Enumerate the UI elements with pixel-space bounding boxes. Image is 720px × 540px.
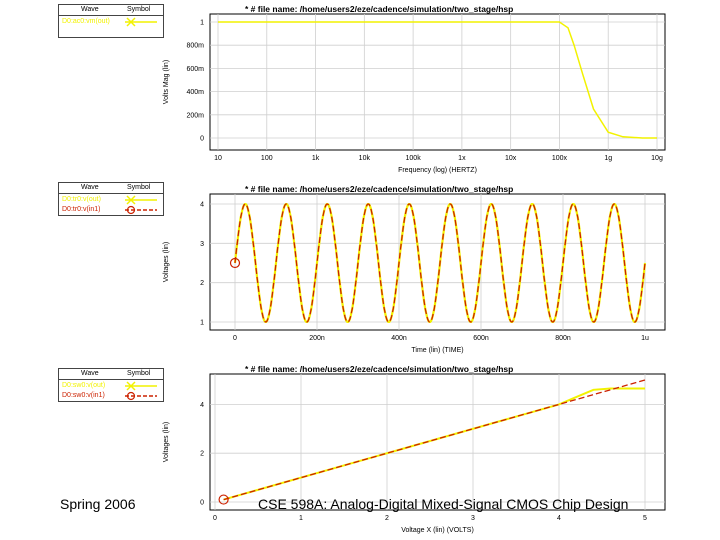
plot-frame bbox=[210, 194, 665, 330]
y-tick-label: 2 bbox=[200, 280, 204, 288]
y-tick-label: 400m bbox=[186, 89, 204, 97]
x-tick-label: 4 bbox=[557, 515, 561, 522]
x-tick-label: 10g bbox=[651, 155, 663, 162]
y-tick-label: 0 bbox=[200, 499, 204, 507]
legend-wave-label: D0:tr0:v(in1) bbox=[62, 206, 101, 213]
y-tick-label: 2 bbox=[200, 450, 204, 458]
legend-wave-label: D0:tr0:v(out) bbox=[62, 196, 101, 203]
x-tick-label: 0 bbox=[233, 335, 237, 342]
dc-sweep-chart bbox=[0, 360, 720, 540]
x-tick-label: 2 bbox=[385, 515, 389, 522]
x-tick-label: 3 bbox=[471, 515, 475, 522]
x-tick-label: 600n bbox=[473, 335, 489, 342]
y-tick-label: 1 bbox=[200, 19, 204, 27]
x-tick-label: 400n bbox=[391, 335, 407, 342]
y-axis-label: Voltages (lin) bbox=[163, 241, 170, 283]
y-tick-label: 3 bbox=[200, 240, 204, 248]
y-tick-label: 600m bbox=[186, 65, 204, 73]
x-tick-label: 10 bbox=[214, 155, 222, 162]
legend-symbol-header: Symbol bbox=[127, 370, 151, 377]
x-tick-label: 1x bbox=[458, 155, 466, 162]
transient-chart bbox=[0, 180, 720, 360]
x-tick-label: 100x bbox=[551, 155, 568, 162]
panel-title-ac: * # file name: /home/users2/eze/cadence/simulation/two_stage/hsp bbox=[245, 4, 514, 14]
y-tick-label: 4 bbox=[200, 201, 204, 209]
y-tick-label: 4 bbox=[200, 401, 204, 409]
plot-frame bbox=[210, 374, 665, 510]
legend-wave-label: D0:sw0:v(out) bbox=[62, 382, 106, 389]
y-tick-label: 200m bbox=[186, 112, 204, 120]
x-tick-label: 1 bbox=[299, 515, 303, 522]
panel-title-transient: * # file name: /home/users2/eze/cadence/simulation/two_stage/hsp bbox=[245, 184, 514, 194]
y-tick-label: 1 bbox=[200, 319, 204, 327]
x-axis-label: Voltage X (lin) (VOLTS) bbox=[401, 527, 474, 534]
x-axis-label: Frequency (log) (HERTZ) bbox=[398, 167, 477, 174]
y-axis-label: Voltages (lin) bbox=[163, 421, 170, 463]
legend-wave-label: D0:ac0:vm(out) bbox=[62, 18, 110, 25]
x-tick-label: 10k bbox=[358, 155, 370, 162]
legend-symbol-header: Symbol bbox=[127, 184, 151, 191]
legend-wave-header: Wave bbox=[81, 184, 99, 191]
x-tick-label: 800n bbox=[555, 335, 571, 342]
footer-course-title: CSE 598A: Analog-Digital Mixed-Signal CMOS Chip Design bbox=[258, 496, 629, 512]
x-axis-label: Time (lin) (TIME) bbox=[411, 347, 464, 354]
legend-wave-header: Wave bbox=[81, 6, 99, 13]
ac-magnitude-chart bbox=[0, 0, 720, 180]
legend-symbol-header: Symbol bbox=[127, 6, 151, 13]
x-tick-label: 100k bbox=[405, 155, 421, 162]
x-tick-label: 1g bbox=[604, 155, 613, 162]
y-axis-label: Volts Mag (lin) bbox=[163, 59, 170, 105]
footer-date: Spring 2006 bbox=[60, 496, 136, 512]
y-tick-label: 0 bbox=[200, 135, 204, 143]
plot-frame bbox=[210, 14, 665, 150]
x-tick-label: 1u bbox=[641, 335, 649, 342]
legend-wave-label: D0:sw0:v(in1) bbox=[62, 392, 105, 399]
y-tick-label: 800m bbox=[186, 42, 204, 50]
x-tick-label: 100 bbox=[260, 155, 273, 162]
panel-title-dc-sweep: * # file name: /home/users2/eze/cadence/simulation/two_stage/hsp bbox=[245, 364, 514, 374]
x-tick-label: 0 bbox=[213, 515, 217, 522]
x-tick-label: 200n bbox=[309, 335, 325, 342]
x-tick-label: 5 bbox=[643, 515, 647, 522]
x-tick-label: 1k bbox=[311, 155, 320, 162]
x-tick-label: 10x bbox=[505, 155, 517, 162]
legend-wave-header: Wave bbox=[81, 370, 99, 377]
